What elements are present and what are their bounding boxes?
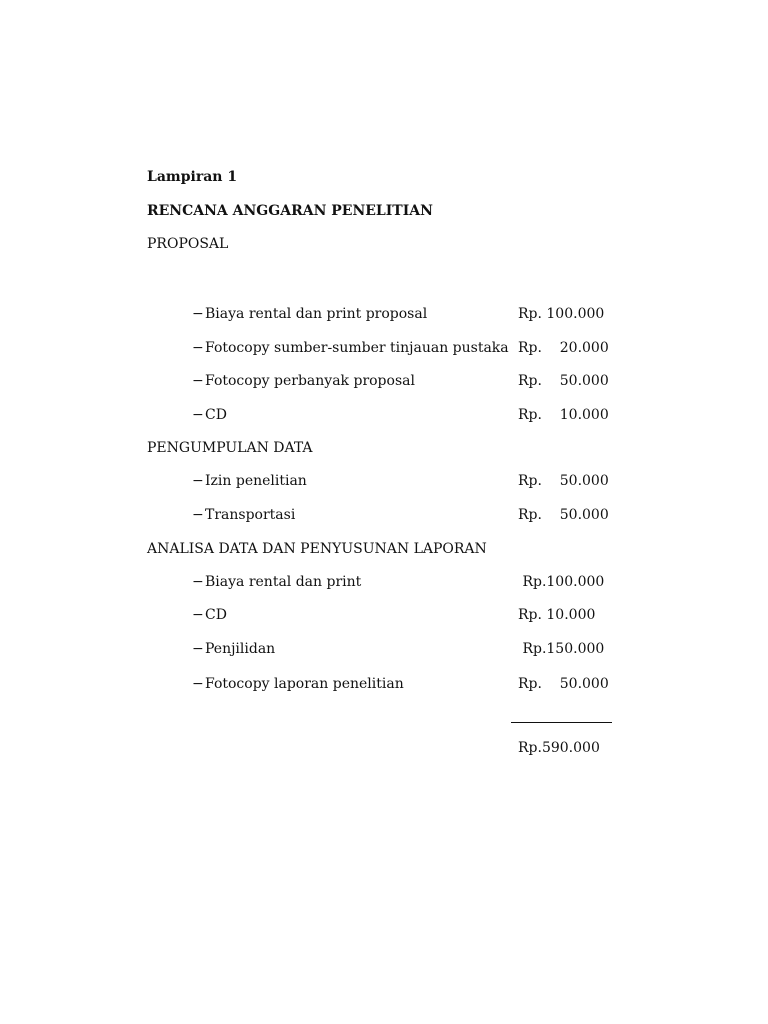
budget-item-label: Biaya rental dan print bbox=[205, 574, 362, 590]
budget-item-amount: Rp. 100.000 bbox=[518, 306, 605, 322]
bullet-dash: − bbox=[192, 407, 204, 423]
total-amount: Rp.590.000 bbox=[518, 740, 600, 756]
budget-item-label: Fotocopy laporan penelitian bbox=[205, 676, 404, 692]
budget-item-label: Fotocopy perbanyak proposal bbox=[205, 373, 415, 389]
budget-item-amount: Rp. 10.000 bbox=[518, 407, 609, 423]
section-title-proposal: PROPOSAL bbox=[147, 236, 229, 252]
bullet-dash: − bbox=[192, 507, 204, 523]
bullet-dash: − bbox=[192, 340, 204, 356]
budget-item-label: Penjilidan bbox=[205, 641, 276, 657]
budget-item-label: Transportasi bbox=[205, 507, 296, 523]
bullet-dash: − bbox=[192, 373, 204, 389]
bullet-dash: − bbox=[192, 607, 204, 623]
budget-item-label: Izin penelitian bbox=[205, 473, 307, 489]
budget-item-amount: Rp. 50.000 bbox=[518, 507, 609, 523]
budget-item-amount: Rp. 10.000 bbox=[518, 607, 596, 623]
budget-item-label: Fotocopy sumber-sumber tinjauan pustaka bbox=[205, 340, 509, 356]
budget-item-amount: Rp. 20.000 bbox=[518, 340, 609, 356]
budget-item-amount: Rp. 50.000 bbox=[518, 676, 609, 692]
budget-item-amount: Rp. 50.000 bbox=[518, 473, 609, 489]
bullet-dash: − bbox=[192, 676, 204, 692]
document-title: RENCANA ANGGARAN PENELITIAN bbox=[147, 203, 433, 219]
total-underline bbox=[511, 722, 612, 723]
budget-item-label: CD bbox=[205, 607, 227, 623]
bullet-dash: − bbox=[192, 306, 204, 322]
appendix-label: Lampiran 1 bbox=[147, 169, 238, 185]
bullet-dash: − bbox=[192, 473, 204, 489]
budget-item-amount: Rp. 50.000 bbox=[518, 373, 609, 389]
bullet-dash: − bbox=[192, 641, 204, 657]
budget-item-label: Biaya rental dan print proposal bbox=[205, 306, 428, 322]
section-title-pengumpulan-data: PENGUMPULAN DATA bbox=[147, 440, 313, 456]
budget-item-amount: Rp.150.000 bbox=[518, 641, 605, 657]
section-title-analisa-data: ANALISA DATA DAN PENYUSUNAN LAPORAN bbox=[147, 541, 487, 557]
bullet-dash: − bbox=[192, 574, 204, 590]
budget-item-label: CD bbox=[205, 407, 227, 423]
budget-item-amount: Rp.100.000 bbox=[518, 574, 605, 590]
